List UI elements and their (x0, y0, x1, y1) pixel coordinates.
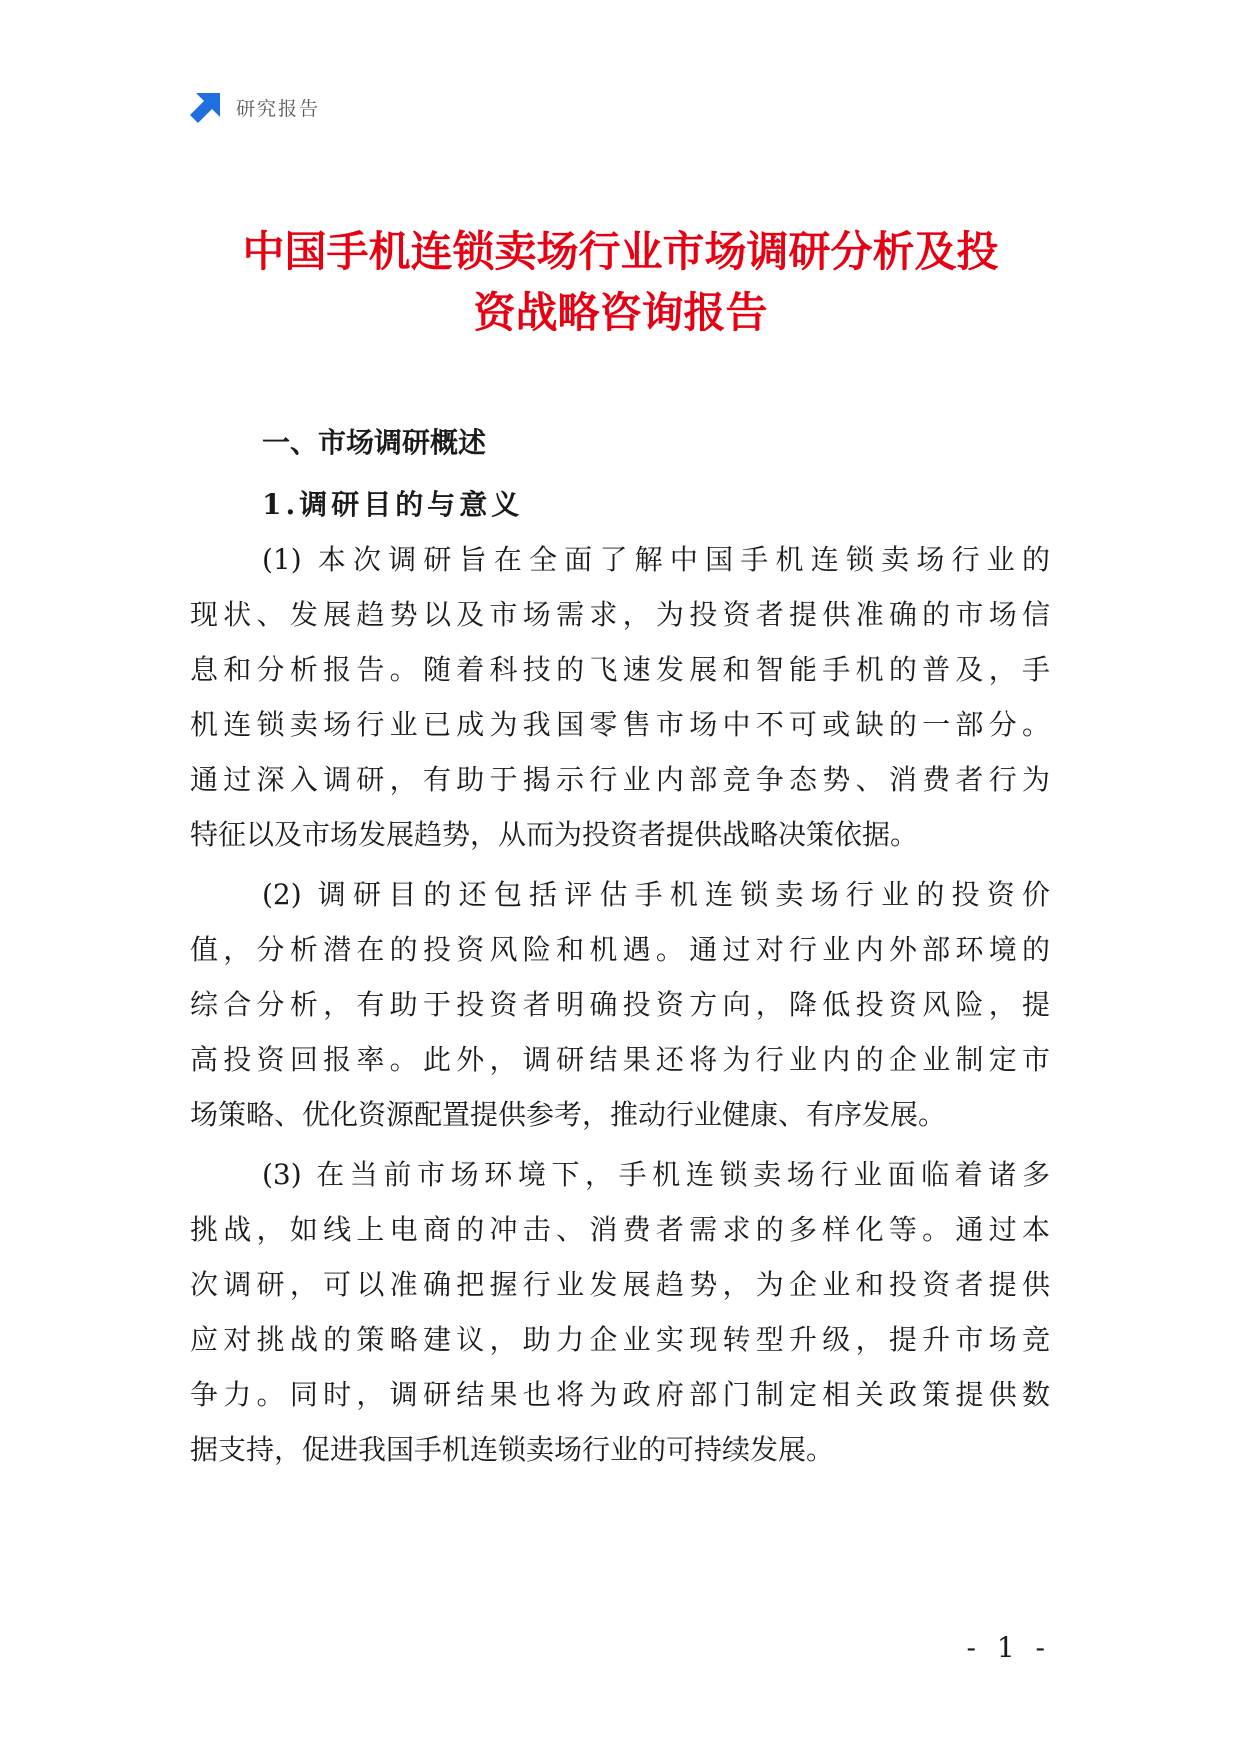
paragraph-1-line-3: 息和分析报告。随着科技的飞速发展和智能手机的普及，手 (190, 653, 1050, 686)
report-title-line-2: 资战略咨询报告 (473, 288, 768, 337)
page-number: - 1 - (966, 1631, 1051, 1664)
paragraph-2-line-3: 综合分析，有助于投资者明确投资方向，降低投资风险，提 (190, 988, 1050, 1021)
paragraph-3-line-1: (3) 在当前市场环境下，手机连锁卖场行业面临着诸多 (262, 1158, 1050, 1191)
paragraph-3-line-4: 应对挑战的策略建议，助力企业实现转型升级，提升市场竞 (190, 1323, 1050, 1356)
paragraph-3-line-5: 争力。同时，调研结果也将为政府部门制定相关政策提供数 (190, 1378, 1050, 1411)
paragraph-1-line-5: 通过深入调研，有助于揭示行业内部竞争态势、消费者行为 (190, 763, 1050, 796)
paragraph-3-line-6: 据支持，促进我国手机连锁卖场行业的可持续发展。 (190, 1433, 835, 1466)
paragraph-1-line-6: 特征以及市场发展趋势，从而为投资者提供战略决策依据。 (190, 818, 919, 851)
paragraph-1-line-1: (1) 本次调研旨在全面了解中国手机连锁卖场行业的 (262, 543, 1050, 576)
subsection-heading: 1.调研目的与意义 (262, 488, 524, 521)
paragraph-2-line-2: 值，分析潜在的投资风险和机遇。通过对行业内外部环境的 (190, 933, 1050, 966)
paragraph-2-line-5: 场策略、优化资源配置提供参考，推动行业健康、有序发展。 (190, 1098, 947, 1131)
paragraph-3-line-3: 次调研，可以准确把握行业发展趋势，为企业和投资者提供 (190, 1268, 1050, 1301)
paragraph-2-line-1: (2) 调研目的还包括评估手机连锁卖场行业的投资价 (262, 878, 1050, 911)
section-heading: 一、市场调研概述 (262, 426, 487, 459)
paragraph-3-line-2: 挑战，如线上电商的冲击、消费者需求的多样化等。通过本 (190, 1213, 1050, 1246)
paragraph-1-line-4: 机连锁卖场行业已成为我国零售市场中不可或缺的一部分。 (190, 708, 1050, 741)
report-title-line-1: 中国手机连锁卖场行业市场调研分析及投 (242, 227, 999, 276)
arrow-up-right-icon (190, 91, 222, 123)
header-label: 研究报告 (236, 97, 321, 120)
paragraph-2-line-4: 高投资回报率。此外，调研结果还将为行业内的企业制定市 (190, 1043, 1050, 1076)
report-header (190, 90, 320, 124)
paragraph-1-line-2: 现状、发展趋势以及市场需求，为投资者提供准确的市场信 (190, 598, 1050, 631)
